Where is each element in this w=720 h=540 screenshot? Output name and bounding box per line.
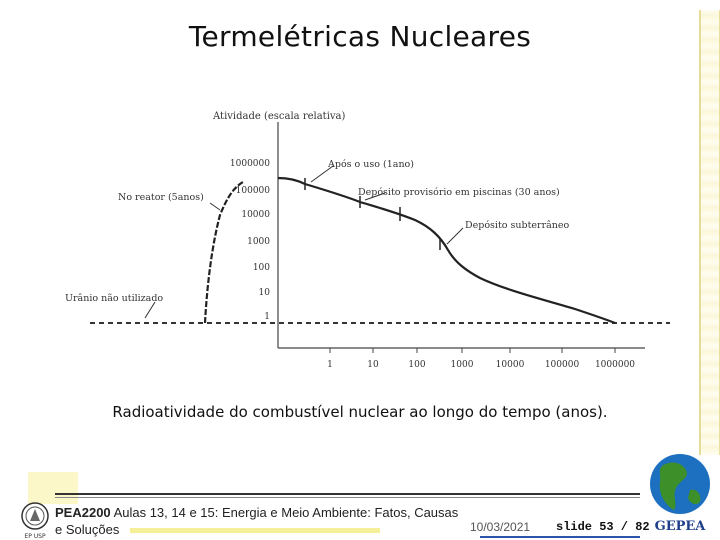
slide-title: Termelétricas Nucleares: [188, 20, 532, 53]
y-tick-label: 100: [252, 263, 270, 273]
globe-icon: [650, 454, 710, 514]
radioactivity-diagram: [55, 100, 670, 375]
gepea-logo: [640, 450, 720, 540]
course-title: Aulas 13, 14 e 15: Energia e Meio Ambiente: Fatos, Causas: [113, 505, 459, 520]
arrow-no-reator: [210, 203, 220, 210]
label-deposito-provisorio: Depósito provisório em piscinas (30 anos): [358, 187, 560, 198]
y-axis-title: Atividade (escala relativa): [213, 111, 346, 122]
arrow-uranio: [145, 302, 155, 318]
x-tick-label: 100000: [544, 360, 580, 370]
y-tick-label: 10: [258, 288, 270, 298]
decorative-yellow-line: [130, 528, 380, 533]
x-tick-label: 1000: [450, 360, 474, 370]
arrow-deposito-subterraneo: [447, 228, 463, 244]
decorative-side-bar: [699, 10, 720, 455]
label-no-reator: No reator (5anos): [118, 192, 204, 203]
y-tick-label: 1000: [247, 237, 270, 247]
x-tick-label: 100: [408, 360, 426, 370]
figure-caption: Radioatividade do combustível nuclear ao longo do tempo (anos).: [112, 403, 608, 421]
seal-label: EP USP: [24, 533, 46, 540]
x-tick-label: 1000000: [594, 360, 636, 370]
footer-course-line: [55, 505, 458, 520]
footer-divider-thin: [55, 497, 640, 498]
footer-divider: [55, 493, 640, 495]
x-tick-label: 1: [327, 360, 333, 370]
logo-text: GEPEA: [654, 519, 706, 534]
y-tick-label: 10000: [241, 210, 270, 220]
x-tick-label: 10000: [495, 360, 525, 370]
label-uranio: Urânio não utilizado: [65, 293, 164, 304]
y-tick-label: 1: [264, 312, 270, 322]
footer-date: 10/03/2021: [470, 520, 531, 534]
slide-number: slide 53 / 82: [556, 520, 650, 534]
y-tick-label: 1000000: [229, 159, 270, 169]
y-tick-label: 100000: [235, 186, 270, 196]
label-deposito-subterraneo: Depósito subterrâneo: [465, 220, 570, 231]
label-apos-uso: Após o uso (1ano): [328, 159, 414, 170]
course-code: PEA2200: [55, 505, 111, 520]
decorative-blue-line: [480, 536, 640, 538]
x-tick-label: 10: [367, 360, 379, 370]
university-seal-icon: [18, 500, 52, 540]
decay-curve: [278, 178, 615, 323]
course-title-continued: e Soluções: [55, 522, 120, 537]
